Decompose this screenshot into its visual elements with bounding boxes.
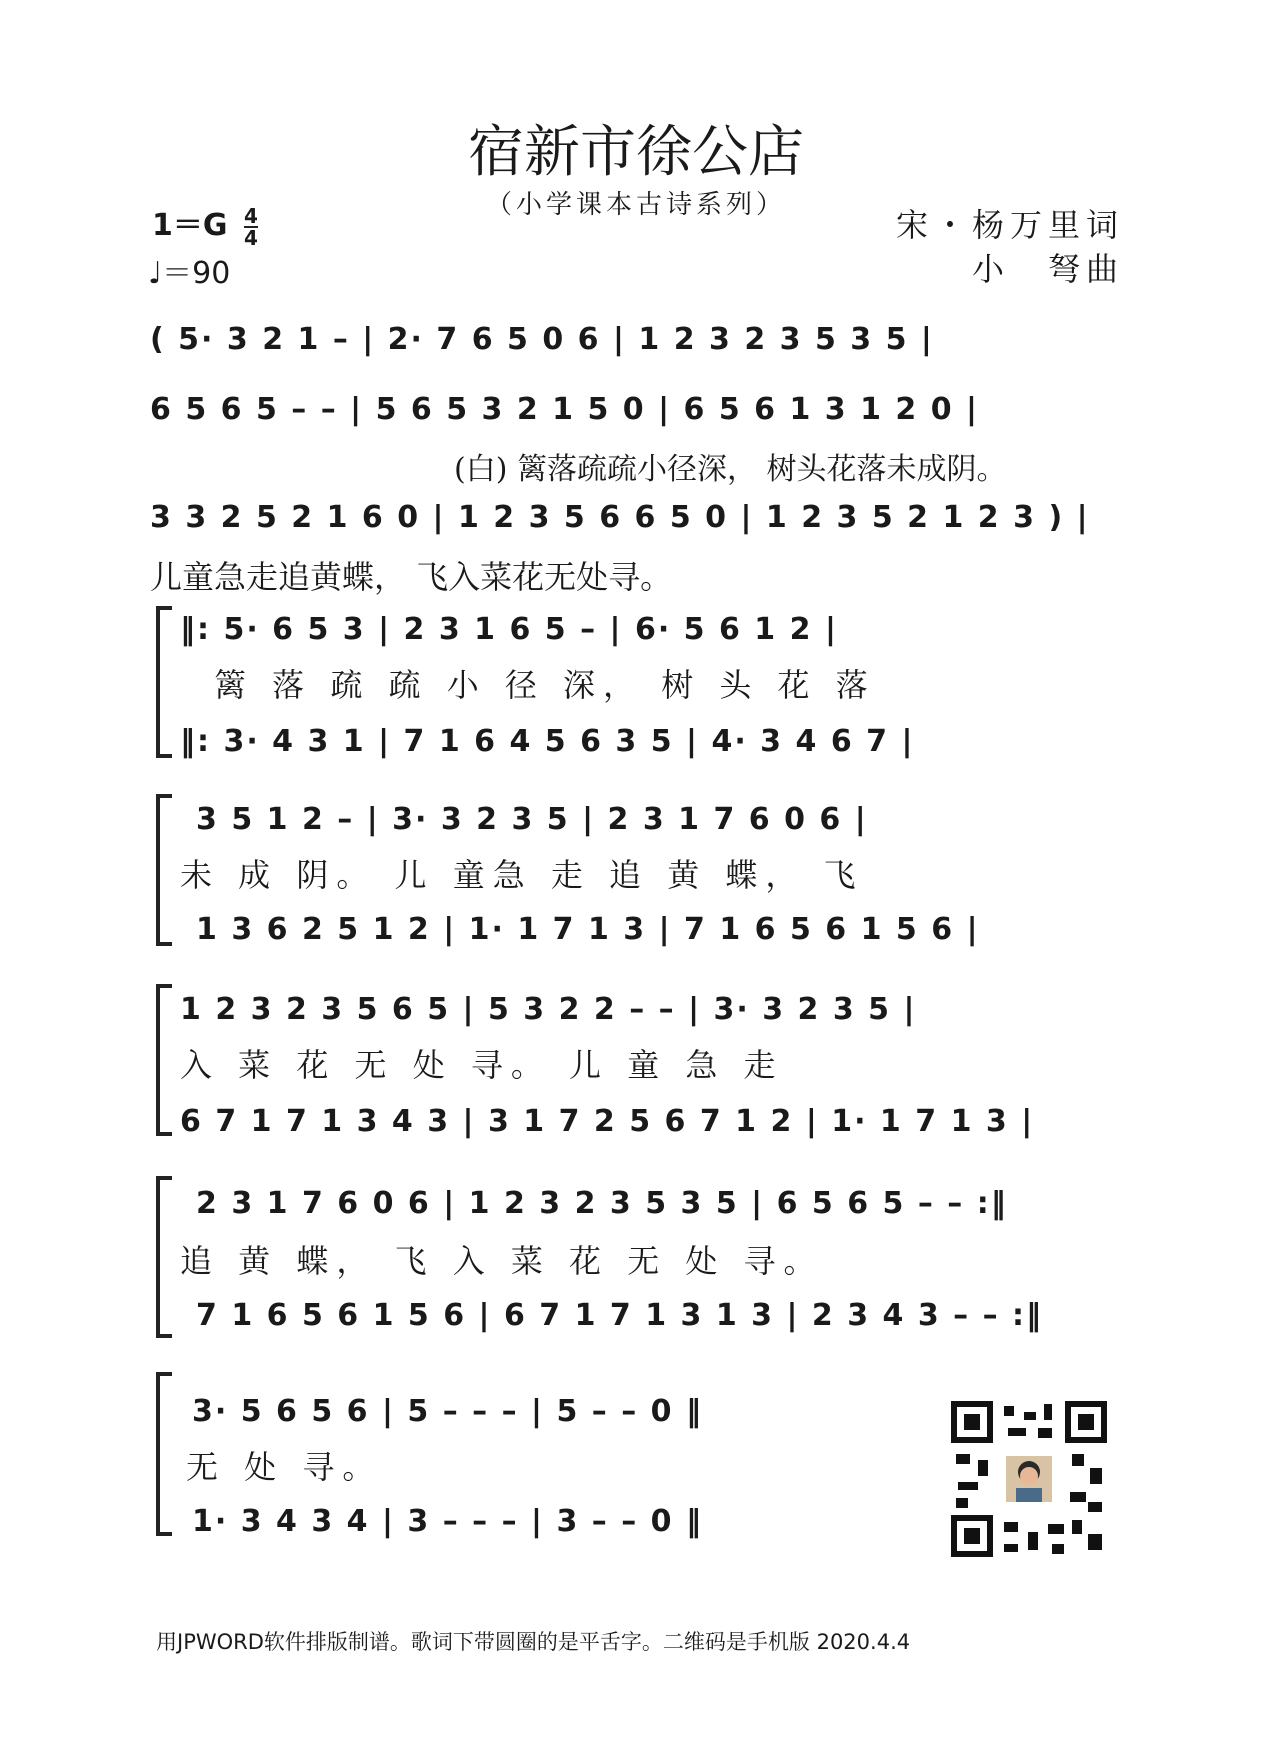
spoken-text-2: 儿童急走追黄蝶， 飞入菜花无处寻。 [150, 558, 673, 596]
system-bracket [156, 606, 160, 758]
system-1-lyrics: 篱 落 疏 疏 小 径 深， 树 头 花 落 [214, 666, 876, 704]
song-subtitle: （小学课本古诗系列） [485, 190, 786, 220]
system-3-lyrics: 入 菜 花 无 处 寻。 儿 童 急 走 [180, 1046, 784, 1084]
system-1-upper: ‖: 5· 6 5 3 | 2 3 1 6 5 – | 6· 5 6 1 2 | [180, 612, 838, 647]
qr-code-icon [948, 1398, 1110, 1560]
footer-note: 用JPWORD软件排版制谱。歌词下带圆圈的是平舌字。二维码是手机版 2020.4.4 [156, 1630, 911, 1654]
system-4-lyrics: 追 黄 蝶， 飞 入 菜 花 无 处 寻。 [180, 1242, 824, 1280]
key-label: 1＝G [152, 208, 228, 243]
composer-credit: 小 弩曲 [971, 250, 1124, 288]
system-3-upper: 1 2 3 2 3 5 6 5 | 5 3 2 2 – – | 3· 3 2 3 5 | [180, 992, 917, 1027]
intro-line-3: 3 3 2 5 2 1 6 0 | 1 2 3 5 6 6 5 0 | 1 2 3 5 2 1 2 3 ) | [150, 500, 1090, 535]
system-2-lower: 1 3 6 2 5 1 2 | 1· 1 7 1 3 | 7 1 6 5 6 1 5 6 | [196, 912, 980, 947]
song-title: 宿新市徐公店 [468, 120, 804, 185]
system-2-upper: 3 5 1 2 – | 3· 3 2 3 5 | 2 3 1 7 6 0 6 | [196, 802, 868, 837]
time-signature [243, 203, 258, 250]
spoken-text: (白) 篱落疏疏小径深， 树头花落未成阴。 [454, 452, 1007, 487]
system-2-lyrics: 未 成 阴。 儿 童急 走 追 黄 蝶， 飞 [180, 856, 864, 894]
lyricist-credit: 宋・杨万里词 [895, 206, 1124, 244]
qr-code [948, 1398, 1110, 1560]
system-bracket [156, 794, 160, 946]
system-3-lower: 6 7 1 7 1 3 4 3 | 3 1 7 2 5 6 7 1 2 | 1· 1 7 1 3 | [180, 1104, 1035, 1139]
system-bracket [156, 1372, 160, 1536]
time-signature-top: 4 [243, 203, 258, 228]
system-4-upper: 2 3 1 7 6 0 6 | 1 2 3 2 3 5 3 5 | 6 5 6 5 – – :‖ [196, 1186, 1008, 1221]
time-signature-bottom: 4 [243, 225, 258, 250]
system-bracket [156, 984, 160, 1136]
tempo-marking: ♩＝90 [148, 256, 231, 291]
intro-line-1: ( 5· 3 2 1 – | 2· 7 6 5 0 6 | 1 2 3 2 3 5 3 5 | [150, 322, 934, 357]
system-1-lower: ‖: 3· 4 3 1 | 7 1 6 4 5 6 3 5 | 4· 3 4 6 7 | [180, 724, 915, 759]
intro-line-2: 6 5 6 5 – – | 5 6 5 3 2 1 5 0 | 6 5 6 1 3 1 2 0 | [150, 392, 980, 427]
system-5-lower: 1· 3 4 3 4 | 3 – – – | 3 – – 0 ‖ [192, 1504, 703, 1539]
system-5-lyrics: 无 处 寻。 [186, 1448, 383, 1486]
key-signature [152, 200, 258, 248]
system-bracket [156, 1176, 160, 1338]
system-4-lower: 7 1 6 5 6 1 5 6 | 6 7 1 7 1 3 1 3 | 2 3 4 3 – – :‖ [196, 1298, 1044, 1333]
system-5-upper: 3· 5 6 5 6 | 5 – – – | 5 – – 0 ‖ [192, 1394, 703, 1429]
